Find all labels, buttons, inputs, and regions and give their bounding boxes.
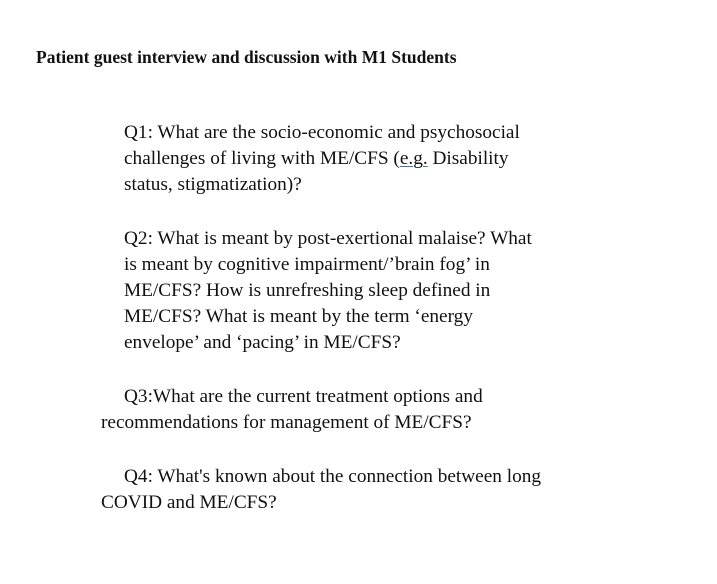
q1-line-3: status, stigmatization)? <box>124 174 302 195</box>
q4-line-1: Q4: What's known about the connection between long <box>124 466 542 487</box>
q1-line-2 <box>124 146 509 172</box>
q3-line-2: recommendations for management of ME/CFS? <box>101 412 472 433</box>
q3-line-1: Q3:What are the current treatment options and <box>124 386 483 407</box>
q4-line-2: COVID and ME/CFS? <box>101 492 277 513</box>
q1-line-2a: challenges of living with ME/CFS ( <box>124 148 400 169</box>
q2-line-2: is meant by cognitive impairment/’brain fog’ in <box>124 254 490 275</box>
eg-underlined: e.g. <box>399 148 428 169</box>
q2-line-1: Q2: What is meant by post-exertional malaise? What <box>124 228 532 249</box>
q2-line-3: ME/CFS? How is unrefreshing sleep defined in <box>124 280 491 301</box>
q1-line-2c: Disability <box>427 148 509 169</box>
q2-line-4: ME/CFS? What is meant by the term ‘energy <box>124 306 473 327</box>
q2-line-5: envelope’ and ‘pacing’ in ME/CFS? <box>124 332 401 353</box>
q1-line-1: Q1: What are the socio-economic and psychosocial <box>124 122 520 143</box>
document-title: Patient guest interview and discussion with M1 Students <box>36 47 457 67</box>
